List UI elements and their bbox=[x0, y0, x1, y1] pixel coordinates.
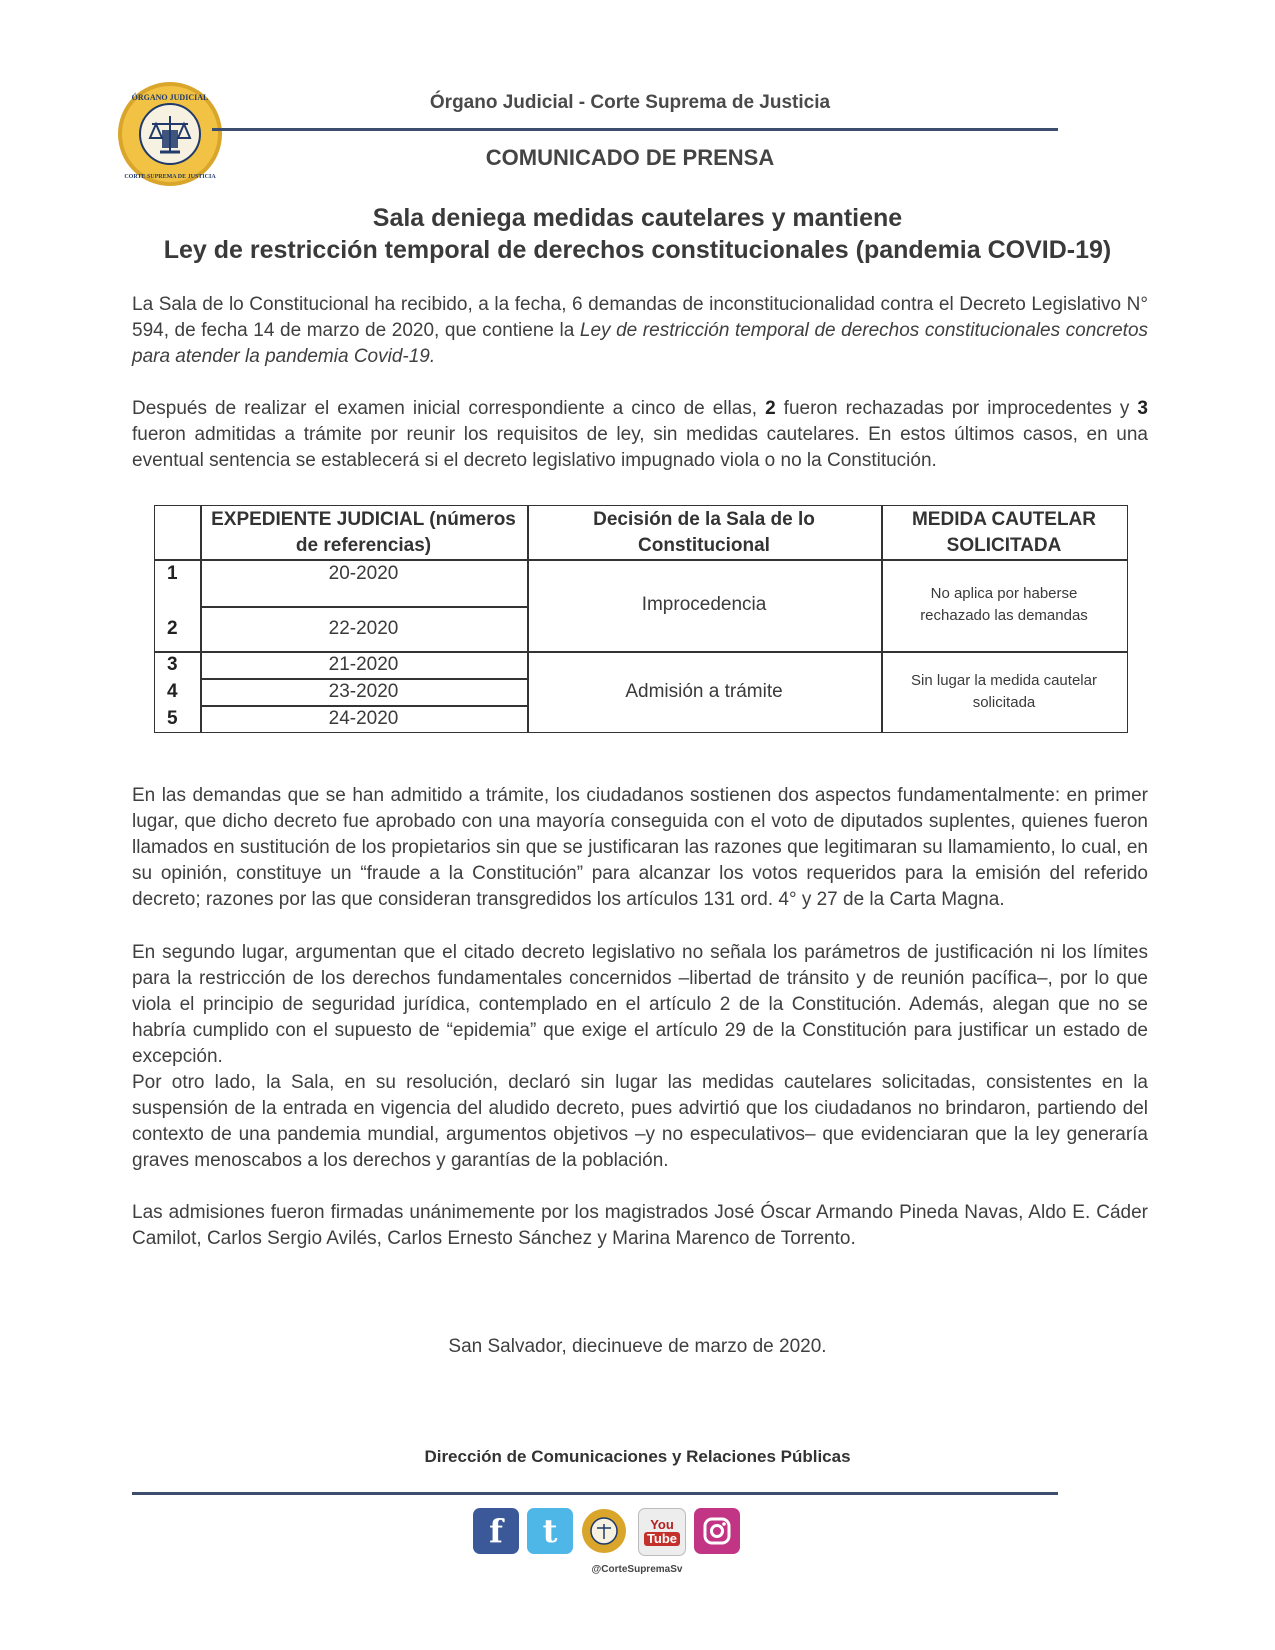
footer-divider bbox=[132, 1492, 1058, 1495]
medida-group-2: Sin lugar la medida cautelar solicitada bbox=[911, 671, 1097, 711]
place-and-date: San Salvador, diecinueve de marzo de 2020. bbox=[448, 1336, 827, 1357]
header-divider bbox=[212, 128, 1058, 131]
row-number: 4 bbox=[167, 680, 178, 702]
facebook-glyph: f bbox=[489, 1512, 503, 1550]
document-type: COMUNICADO DE PRENSA bbox=[485, 145, 775, 170]
organization-name: Órgano Judicial - Corte Suprema de Justicia bbox=[429, 92, 831, 113]
body-paragraph-4: Las admisiones fueron firmadas unánimemente por los magistrados José Óscar Armando Pineda Navas, Aldo E. Cáder Camilot, Carlos Sergio Avilés, Carlos Ernesto Sánchez y Marina Marenco de Torrento. bbox=[132, 1202, 1148, 1249]
seal-top-text: ÓRGANO JUDICIAL bbox=[131, 93, 209, 102]
exam-paragraph bbox=[132, 396, 1148, 474]
header-expediente: EXPEDIENTE JUDICIAL (números de referencias) bbox=[211, 508, 516, 556]
decision-improcedencia: Improcedencia bbox=[641, 594, 767, 615]
exam-text-2: fueron rechazadas por improcedentes y bbox=[775, 398, 1138, 419]
case-reference: 22-2020 bbox=[328, 617, 399, 639]
seal-bottom-text: CORTE SUPREMA DE JUSTICIA bbox=[124, 174, 216, 180]
case-table bbox=[154, 505, 1128, 733]
intro-paragraph bbox=[132, 292, 1148, 370]
row-number: 5 bbox=[167, 707, 178, 729]
title-line-1: Sala deniega medidas cautelares y mantiene bbox=[372, 204, 903, 232]
medida-group-1: No aplica por haberse rechazado las demandas bbox=[920, 585, 1088, 624]
case-reference: 23-2020 bbox=[328, 680, 399, 702]
facebook-icon[interactable] bbox=[473, 1508, 519, 1554]
youtube-tube: Tube bbox=[644, 1532, 680, 1546]
row-number: 2 bbox=[167, 617, 178, 639]
exam-text-1: Después de realizar el examen inicial correspondiente a cinco de ellas, bbox=[132, 398, 766, 419]
exam-text-3: fueron admitidas a trámite por reunir los requisitos de ley, sin medidas cautelares. En estos últimos casos, en una eventual sentencia se establecerá si el decreto legislativo impugnado viola o no la Constitución. bbox=[132, 424, 1148, 471]
youtube-icon[interactable] bbox=[638, 1508, 686, 1556]
twitter-icon[interactable] bbox=[527, 1508, 573, 1554]
title-line-2: Ley de restricción temporal de derechos constitucionales (pandemia COVID-19) bbox=[163, 236, 1112, 264]
body-paragraph-1: En las demandas que se han admitido a trámite, los ciudadanos sostienen dos aspectos fundamentalmente: en primer lugar, que dicho decreto fue aprobado con una mayoría conseguida con el voto de diputados suplentes, quienes fueron llamados en sustitución de los propietarios sin que se justificaran las razones que legitimaran su llamamiento, lo cual, en su opinión, constituye un “fraude a la Constitución” para alcanzar los votos requeridos para la emisión del referido decreto; razones por las que consideran transgredidos los artículos 131 ord. 4° y 27 de la Carta Magna. bbox=[132, 785, 1148, 910]
header-decision: Decisión de la Sala de lo Constitucional bbox=[593, 508, 815, 556]
twitter-glyph: t bbox=[542, 1512, 558, 1550]
law-name: Ley de restricción temporal de derechos constitucionales concretos para atender la pandemia Covid-19. bbox=[132, 320, 1149, 367]
header-medida: MEDIDA CAUTELAR SOLICITADA bbox=[911, 508, 1096, 556]
seal-mini-graphic bbox=[581, 1508, 627, 1554]
body-paragraph-2: En segundo lugar, argumentan que el citado decreto legislativo no señala los parámetros de justificación ni los límites para la restricción de los derechos fundamentales concernidos –libertad de tránsito y de reunión pacífica–, por lo que viola el principio de seguridad jurídica, contemplado en el artículo 2 de la Constitución. Además, alegan que no se habría cumplido con el supuesto de “epidemia” que exige el artículo 29 de la Constitución para justificar un estado de excepción. bbox=[132, 942, 1148, 1067]
instagram-icon[interactable] bbox=[694, 1508, 740, 1554]
footer-department: Dirección de Comunicaciones y Relaciones Públicas bbox=[424, 1447, 851, 1466]
case-reference: 24-2020 bbox=[328, 707, 399, 729]
social-handle: @CorteSupremaSv bbox=[591, 1564, 683, 1575]
decision-admision: Admisión a trámite bbox=[625, 680, 783, 702]
seal-icon[interactable] bbox=[581, 1508, 627, 1554]
row-number: 1 bbox=[167, 563, 178, 584]
press-release-title bbox=[100, 202, 1175, 266]
youtube-you: You bbox=[650, 1517, 674, 1532]
case-reference: 20-2020 bbox=[328, 563, 399, 584]
row-number: 3 bbox=[167, 653, 178, 675]
body-paragraph-3: Por otro lado, la Sala, en su resolución, declaró sin lugar las medidas cautelares solicitadas, consistentes en la suspensión de la entrada en vigencia del aludido decreto, pues advirtió que los ciudadanos no brindaron, partiendo del contexto de una pandemia mundial, argumentos objetivos –y no especulativos– que evidenciaran que la ley generaría graves menoscabos a los derechos y garantías de la población. bbox=[132, 1072, 1148, 1171]
instagram-glyph bbox=[702, 1516, 732, 1546]
admitted-count: 3 bbox=[1137, 398, 1148, 419]
rejected-count: 2 bbox=[765, 398, 776, 419]
case-reference: 21-2020 bbox=[328, 653, 399, 675]
intro-text: La Sala de lo Constitucional ha recibido, a la fecha, 6 demandas de inconstitucionalidad contra el Decreto Legislativo N° 594, de fecha 14 de marzo de 2020, que contiene la bbox=[132, 294, 1148, 341]
court-seal-logo bbox=[116, 80, 224, 188]
